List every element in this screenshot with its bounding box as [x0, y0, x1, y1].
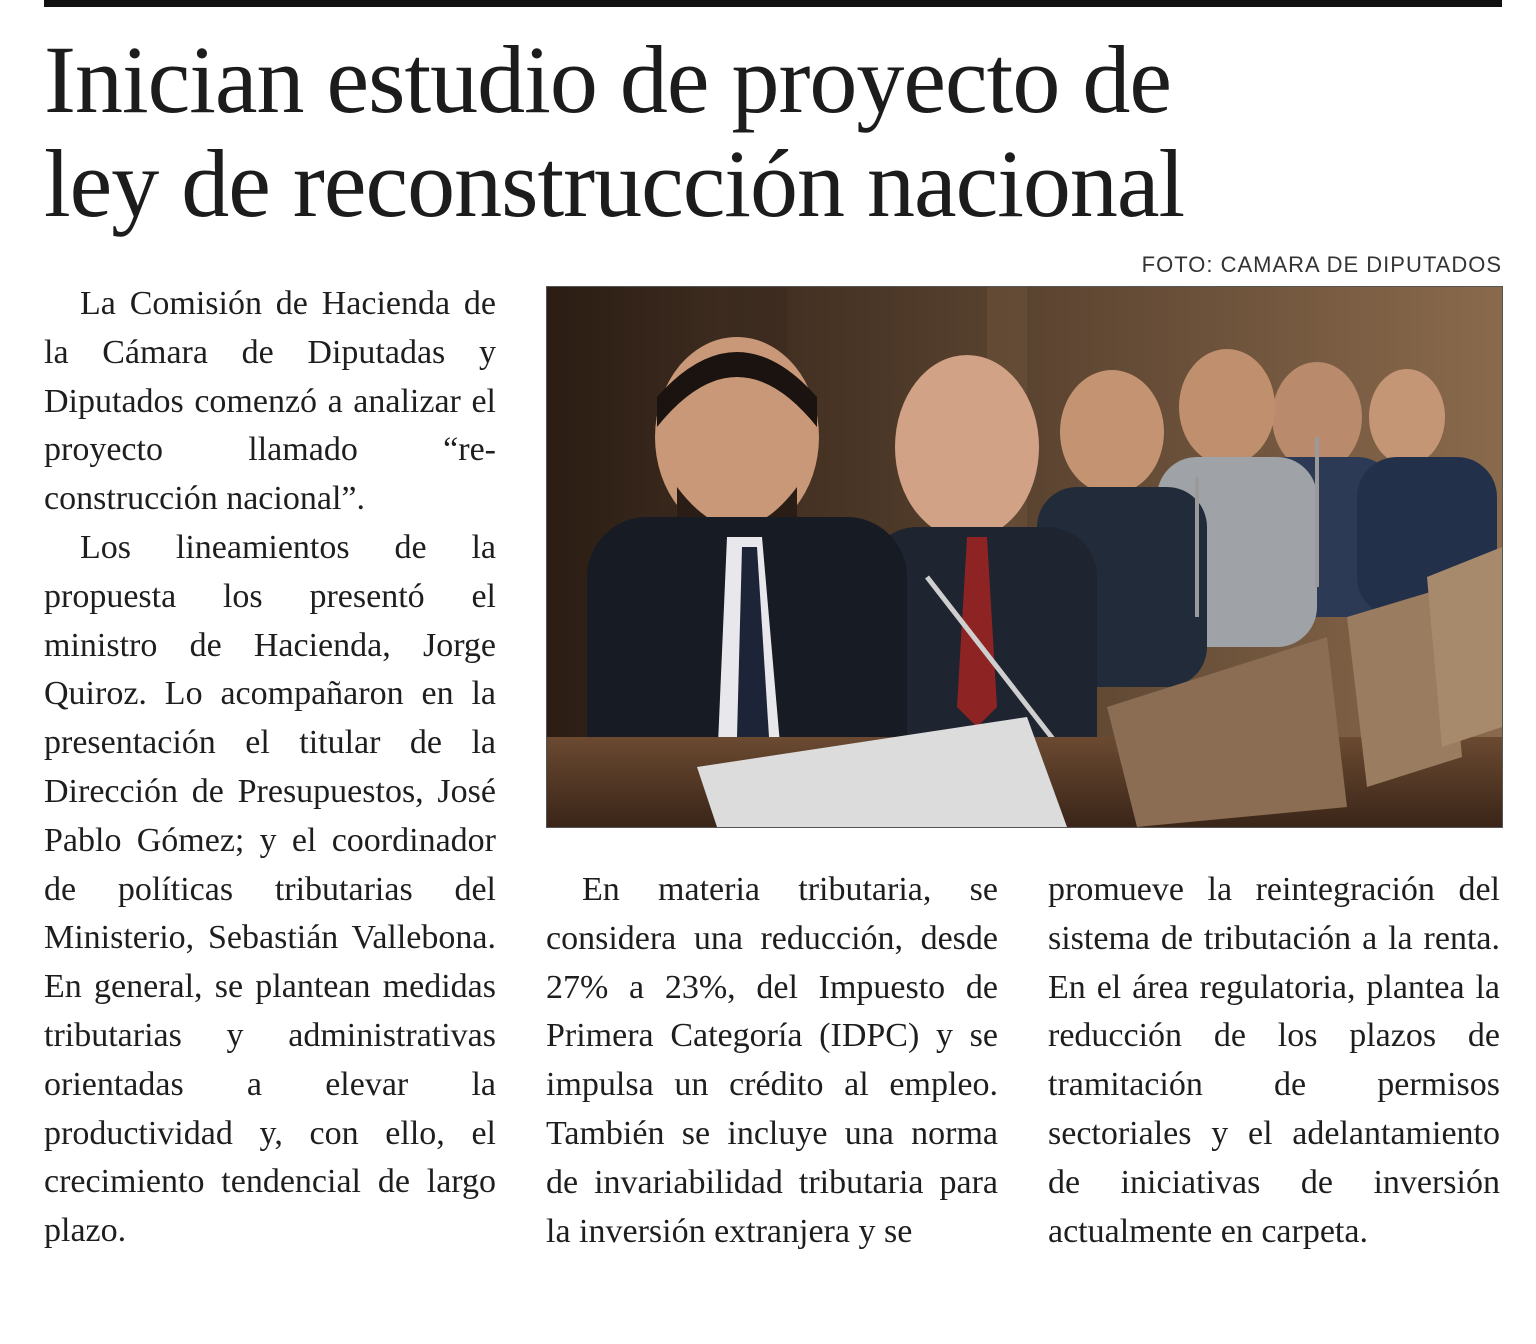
paragraph-presentation: Los lineamientos de la propuesta los presentó el ministro de Hacienda, Jorge Quiroz. Lo acompañaron en la presentación el titular de la Dirección de Presupuestos, José Pablo Gómez; y el coordinador de políticas tributarias del Ministerio, Sebastián Vallebona. En general, se plantean medidas tributarias y administrativas orientadas a elevar la productividad y, con ello, el crecimiento tendencial de largo plazo. [44, 528, 496, 1250]
body-column-1 [44, 280, 496, 1256]
headline-line-1: Inician estudio de proyecto de [44, 26, 1171, 133]
article-photo [546, 286, 1503, 828]
photo-credit: FOTO: CAMARA DE DIPUTADOS [1141, 252, 1502, 277]
committee-session-photo [547, 287, 1502, 827]
headline [44, 28, 1494, 236]
paragraph-tax-measures: En materia tributaria, se considera una reducción, desde 27% a 23%, del Impuesto de Primera Categoría (IDPC) y se impulsa un crédito al empleo. También se incluye una norma de invariabilidad tributaria para la inversión extranjera y se [546, 871, 998, 1250]
body-column-3 [1048, 866, 1500, 1256]
top-rule [44, 0, 1502, 7]
headline-line-2: ley de reconstrucción nacional [44, 130, 1185, 237]
body-column-2 [546, 866, 998, 1256]
paragraph-intro: La Comisión de Hacienda de la Cámara de Diputadas y Diputados comenzó a analizar el proyecto llamado “reconstrucción nacional”. [44, 285, 496, 518]
paragraph-regulatory-measures: promueve la reintegración del sistema de tributación a la renta. En el área regulatoria, plantea la reducción de los plazos de tramitación de permisos sectoriales y el adelantamiento de iniciativas de inversión actualmente en carpeta. [1048, 871, 1500, 1250]
